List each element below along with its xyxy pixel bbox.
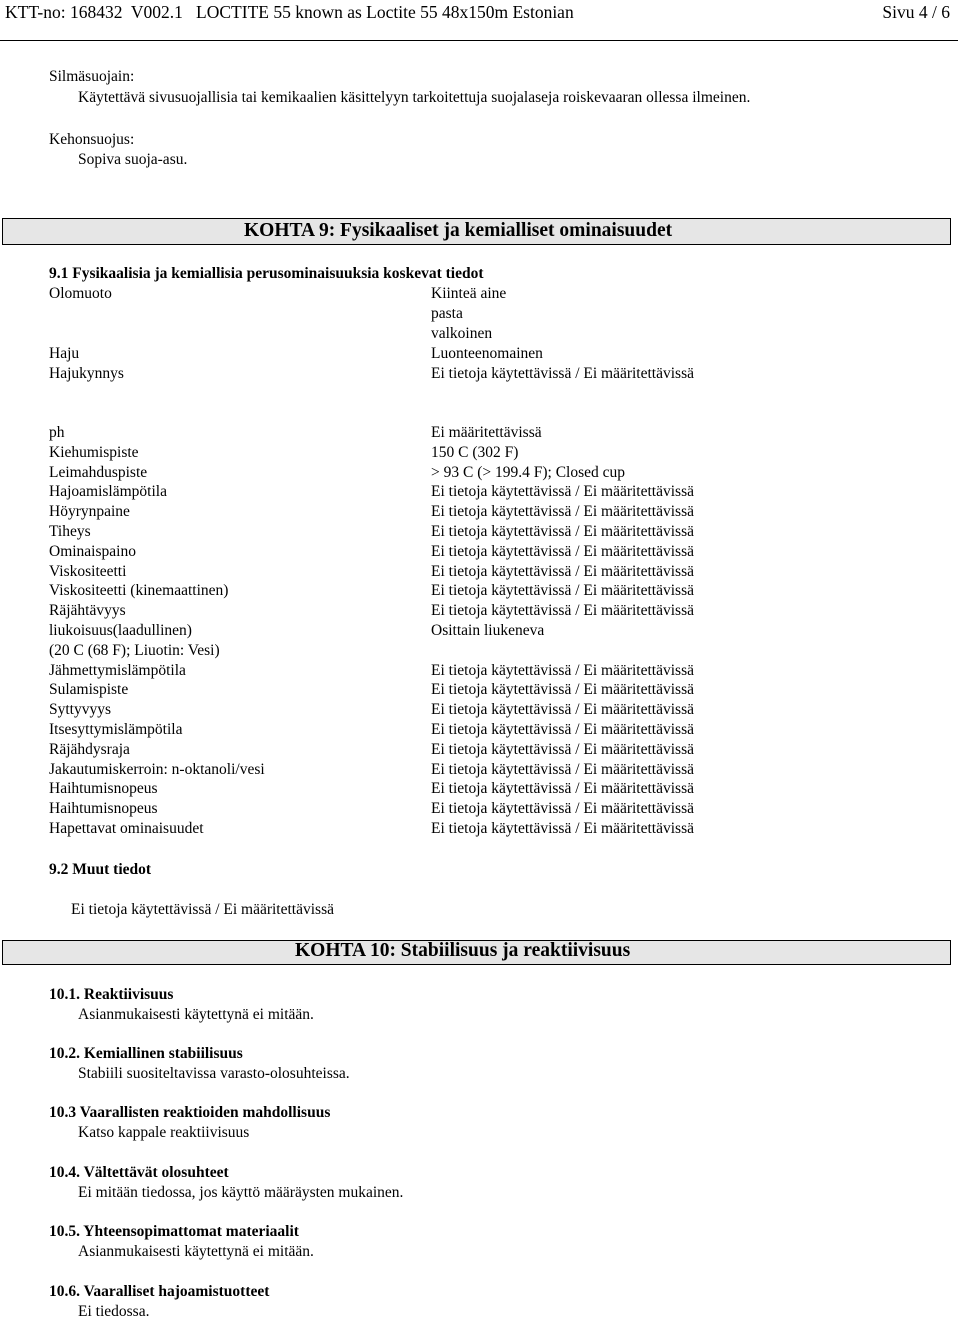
property-name: Räjähdysraja	[49, 740, 130, 758]
property-value: pasta	[431, 305, 463, 322]
property-name: Räjähtävyys	[49, 602, 126, 620]
subsection-text: Asianmukaisesti käytettynä ei mitään.	[78, 1243, 314, 1260]
body-protection-label: Kehonsuojus:	[49, 131, 135, 148]
subsection-heading: 10.2. Kemiallinen stabiilisuus	[49, 1045, 243, 1062]
document-id: KTT-no: 168432 V002.1 LOCTITE 55 known as Loctite 55 48x150m Estonian	[5, 2, 574, 22]
property-value: Ei tietoja käytettävissä / Ei määritettävissä	[431, 365, 694, 382]
property-value: Ei tietoja käytettävissä / Ei määritettävissä	[431, 681, 694, 699]
property-value: Ei tietoja käytettävissä / Ei määritettävissä	[431, 721, 694, 738]
property-name: Olomuoto	[49, 285, 112, 302]
property-value: Ei tietoja käytettävissä / Ei määritettävissä	[431, 820, 694, 837]
subsection-text: Ei tiedossa.	[78, 1303, 150, 1320]
property-name: Leimahduspiste	[49, 463, 148, 481]
property-name: (20 C (68 F); Liuotin: Vesi)	[49, 641, 220, 659]
property-name: Viskositeetti	[49, 562, 127, 580]
section-10-title: KOHTA 10: Stabiilisuus ja reaktiivisuus	[295, 940, 631, 961]
property-name: Syttyvyys	[49, 701, 112, 719]
property-value: valkoinen	[431, 325, 493, 342]
subsection-text: Ei mitään tiedossa, jos käyttö määräysten mukainen.	[78, 1184, 404, 1201]
page-number: Sivu 4 / 6	[882, 2, 950, 22]
subsection-heading: 10.6. Vaaralliset hajoamistuotteet	[49, 1283, 270, 1300]
subsection-text: Katso kappale reaktiivisuus	[78, 1124, 250, 1141]
property-name: Jähmettymislämpötila	[49, 661, 186, 679]
property-name: Haju	[49, 345, 80, 362]
property-value: Ei tietoja käytettävissä / Ei määritettävissä	[431, 523, 694, 540]
property-value: Ei tietoja käytettävissä / Ei määritettävissä	[431, 800, 694, 818]
property-name: Ominaispaino	[49, 542, 136, 560]
property-name: Hajukynnys	[49, 365, 124, 382]
section-10-banner	[2, 940, 951, 965]
property-value: Ei tietoja käytettävissä / Ei määritettävissä	[431, 582, 694, 600]
subsection-text: Asianmukaisesti käytettynä ei mitään.	[78, 1006, 314, 1023]
subsection-heading: 10.4. Vältettävät olosuhteet	[49, 1164, 229, 1181]
property-value: Ei tietoja käytettävissä / Ei määritettävissä	[431, 740, 694, 758]
subsection-heading: 10.3 Vaarallisten reaktioiden mahdollisuus	[49, 1104, 331, 1121]
property-value: Ei tietoja käytettävissä / Ei määritettävissä	[431, 661, 694, 679]
eye-protection-label: Silmäsuojain:	[49, 68, 135, 85]
property-name: Kiehumispiste	[49, 443, 139, 461]
property-value: Luonteenomainen	[431, 345, 543, 362]
property-name: liukoisuus(laadullinen)	[49, 622, 192, 639]
property-value: Ei tietoja käytettävissä / Ei määritettävissä	[431, 780, 694, 798]
subsection-9-2-text: Ei tietoja käytettävissä / Ei määritettävissä	[71, 901, 334, 918]
body-protection-text: Sopiva suoja-asu.	[78, 151, 188, 168]
property-value: > 93 C (> 199.4 F); Closed cup	[431, 463, 626, 481]
property-name: Sulamispiste	[49, 681, 129, 699]
property-value: Ei tietoja käytettävissä / Ei määritettävissä	[431, 701, 694, 719]
property-name: Haihtumisnopeus	[49, 780, 158, 798]
property-value: Osittain liukeneva	[431, 622, 545, 639]
property-value: Ei tietoja käytettävissä / Ei määritettävissä	[431, 562, 694, 580]
subsection-heading: 10.5. Yhteensopimattomat materiaalit	[49, 1223, 299, 1240]
property-value: Ei tietoja käytettävissä / Ei määritettävissä	[431, 483, 694, 501]
property-value: Ei tietoja käytettävissä / Ei määritettävissä	[431, 760, 694, 778]
property-name: Hajoamislämpötila	[49, 483, 167, 501]
property-name: Haihtumisnopeus	[49, 800, 158, 818]
property-value: 150 C (302 F)	[431, 443, 519, 461]
property-value: Ei määritettävissä	[431, 424, 542, 441]
property-value: Kiinteä aine	[431, 285, 507, 302]
property-name: Jakautumiskerroin: n-oktanoli/vesi	[49, 760, 265, 778]
section-9-banner	[2, 218, 951, 245]
property-value: Ei tietoja käytettävissä / Ei määritettävissä	[431, 602, 694, 620]
property-name: Itsesyttymislämpötila	[49, 721, 183, 738]
property-name: Höyrynpaine	[49, 503, 130, 521]
subsection-heading: 10.1. Reaktiivisuus	[49, 986, 174, 1003]
header-divider	[0, 40, 958, 41]
property-name: Viskositeetti (kinemaattinen)	[49, 582, 229, 600]
property-value: Ei tietoja käytettävissä / Ei määritettävissä	[431, 542, 694, 560]
subsection-9-2-heading: 9.2 Muut tiedot	[49, 861, 152, 878]
eye-protection-text: Käytettävä sivusuojallisia tai kemikaalien käsittelyyn tarkoitettuja suojalaseja roiskevaaran ollessa ilmeinen.	[78, 89, 751, 106]
page-header	[5, 0, 950, 26]
property-name: ph	[49, 424, 65, 441]
property-name: Hapettavat ominaisuudet	[49, 820, 204, 837]
section-9-title: KOHTA 9: Fysikaaliset ja kemialliset ominaisuudet	[244, 220, 673, 241]
subsection-text: Stabiili suositeltavissa varasto-olosuhteissa.	[78, 1065, 350, 1082]
property-name: Tiheys	[49, 523, 91, 540]
property-value: Ei tietoja käytettävissä / Ei määritettävissä	[431, 503, 694, 521]
subsection-9-1-heading: 9.1 Fysikaalisia ja kemiallisia perusominaisuuksia koskevat tiedot	[49, 265, 484, 282]
